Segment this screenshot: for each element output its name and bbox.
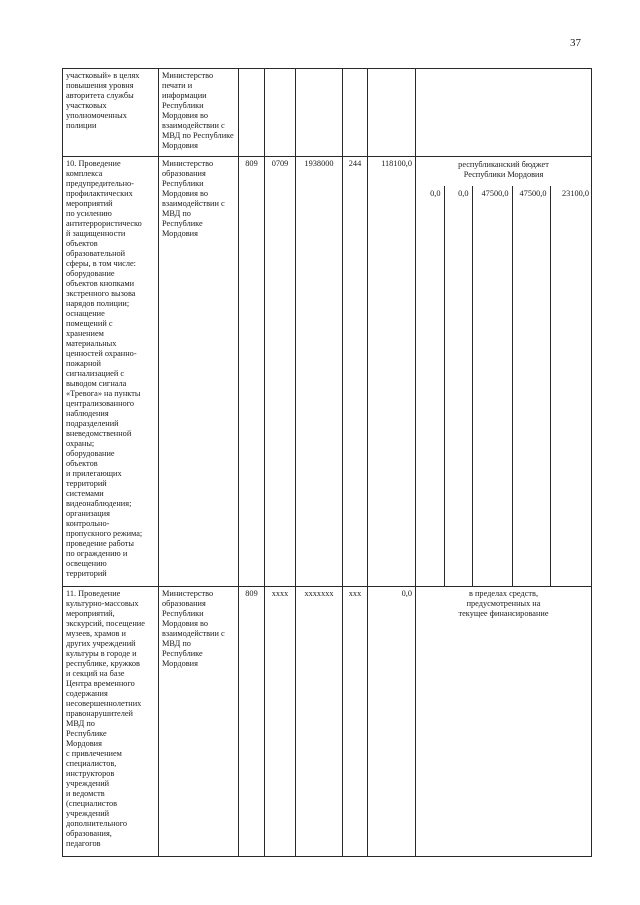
year-value: 47500,0 [472, 186, 512, 586]
year-value: 47500,0 [512, 186, 550, 586]
page-number: 37 [570, 37, 581, 49]
rz-cell: хххх [265, 587, 296, 857]
table-row [63, 69, 592, 157]
measure-text: 11. Проведение культурно-массовых мероприятий, экскурсий, посещение музеев, храмов и других учреждений культуры в городе и республике, кружков и секций на базе Центра временного содержания несовершеннолетних правонарушителей МВД по Республике Мордовия с привлечением специалистов, инструкторов учреждений и ведомств (специалистов учреждений дополнительного образования, педагогов [66, 589, 145, 848]
total-cell [368, 69, 416, 157]
measure-cell [63, 69, 159, 157]
executor-cell [159, 587, 239, 857]
executor-text: Министерство печати и информации Республики Мордовия во взаимодействии с МВД по Республике Мордовия [162, 71, 234, 150]
total-cell: 118100,0 [368, 157, 416, 587]
rz-cell [265, 69, 296, 157]
measure-cell [63, 587, 159, 857]
vr-cell [343, 69, 368, 157]
table-row [63, 157, 592, 587]
vr-cell: ххх [343, 587, 368, 857]
funding-source: в пределах средств, предусмотренных на текущее финансирование [458, 589, 549, 618]
year-value: 0,0 [430, 189, 441, 198]
year-value: 23100,0 [550, 186, 592, 586]
grbs-cell [239, 69, 265, 157]
measure-cell [63, 157, 159, 587]
rz-cell: 0709 [265, 157, 296, 587]
executor-text: Министерство образования Республики Мордовия во взаимодействии с МВД по Республике Мордовия [162, 159, 225, 238]
year-value: 0,0 [444, 186, 472, 586]
executor-text: Министерство образования Республики Мордовия во взаимодействии с МВД по Республике Мордовия [162, 589, 225, 668]
csr-cell [296, 69, 343, 157]
measure-text: участковый» в целях повышения уровня авторитета службы участковых уполномоченных полиции [66, 71, 140, 130]
csr-cell: 1938000 [296, 157, 343, 587]
executor-cell [159, 157, 239, 587]
funding-source: республиканский бюджет Республики Мордовия [458, 160, 549, 179]
table-row [63, 587, 592, 857]
csr-cell: ххххххх [296, 587, 343, 857]
funding-cell [416, 587, 592, 857]
program-measures-table [62, 68, 592, 857]
years-breakdown [416, 186, 592, 586]
total-cell: 0,0 [368, 587, 416, 857]
executor-cell [159, 69, 239, 157]
funding-cell [416, 69, 592, 157]
funding-cell [416, 157, 592, 587]
vr-cell: 244 [343, 157, 368, 587]
grbs-cell: 809 [239, 587, 265, 857]
grbs-cell: 809 [239, 157, 265, 587]
measure-text: 10. Проведение комплекса предупредительно- профилактических мероприятий по усилению антитеррористическо й защищенности объектов образовательной сферы, в том числе: оборудование объектов кнопками экстренного вызова нарядов полиции; оснащение помещений с хранением материальных ценностей охранно- пожарной сигнализацией с выводом сигнала «Тревога» на пункты централизованного наблюдения подразделений вневедомственной охраны; оборудование объектов и прилегающих территорий системами видеонаблюдения; организация контрольно- пропускного режима; проведение работы по ограждению и освещению территорий [66, 159, 143, 578]
